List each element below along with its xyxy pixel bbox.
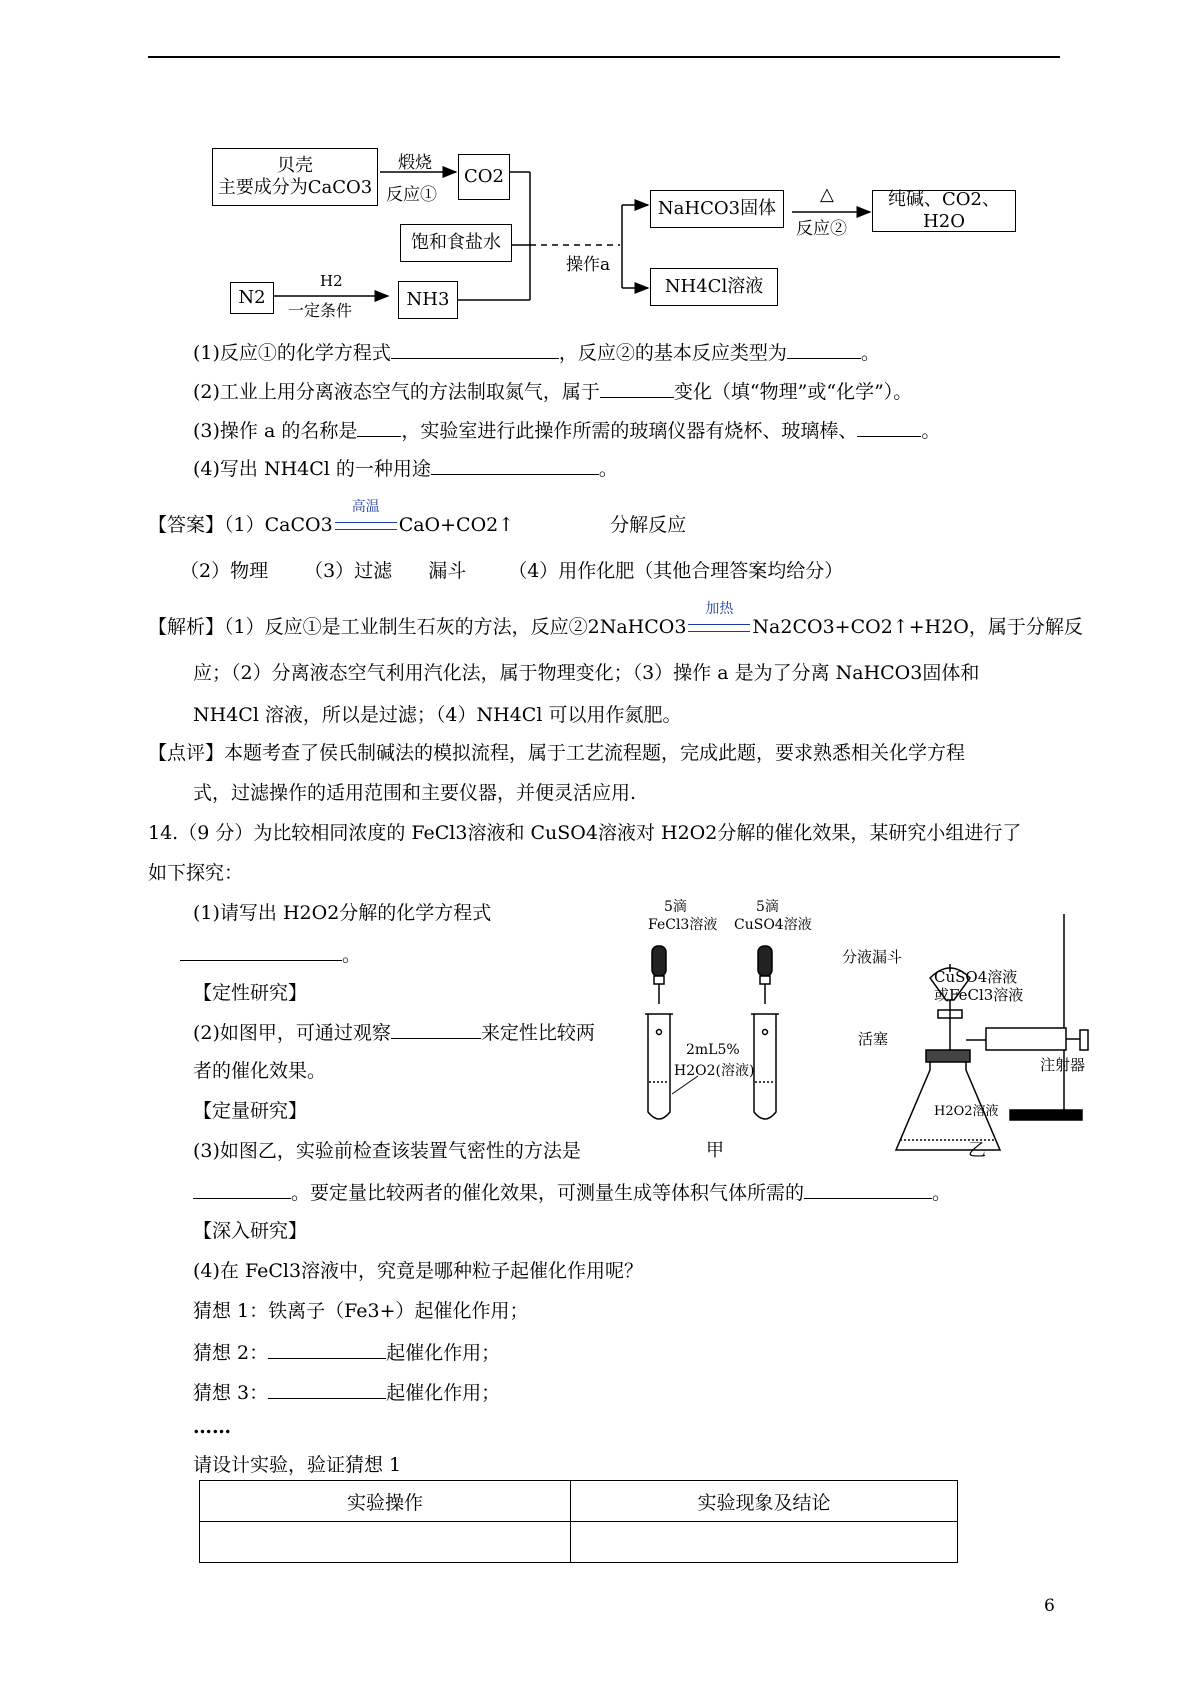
analysis-line1: 【解析】（1）反应①是工业制生石灰的方法，反应②2NaHCO3 加热 Na2CO3+CO2↑+H2O，属于分解反 bbox=[148, 601, 1083, 638]
table-header-result: 实验现象及结论 bbox=[571, 1481, 958, 1522]
figure-label-yi: 乙 bbox=[968, 1140, 986, 1161]
design-instruction: 请设计实验，验证猜想 1 bbox=[193, 1454, 402, 1476]
section-in-depth: 【深入研究】 bbox=[193, 1220, 308, 1242]
calcine-label: 煅烧 bbox=[398, 153, 432, 173]
guess-2: 猜想 2： 起催化作用； bbox=[193, 1338, 500, 1366]
answer-label: 【答案】 bbox=[148, 514, 225, 536]
syringe-drawing bbox=[966, 1028, 1088, 1050]
shell-line1: 贝壳 bbox=[277, 155, 313, 176]
table-cell-result[interactable] bbox=[571, 1522, 958, 1563]
page-number: 6 bbox=[1044, 1596, 1055, 1616]
q14-part1: (1)请写出 H2O2分解的化学方程式 bbox=[193, 902, 492, 924]
nh3-box: NH3 bbox=[398, 281, 458, 319]
q14-part3: (3)如图乙，实验前检查该装置气密性的方法是 bbox=[193, 1140, 581, 1162]
q14-heading-line2: 如下探究： bbox=[148, 862, 244, 884]
test-tube-left bbox=[645, 1014, 673, 1119]
drop-right-count: 5滴 bbox=[756, 899, 779, 915]
table-row bbox=[200, 1522, 958, 1563]
q13-part3: (3)操作 a 的名称是 ，实验室进行此操作所需的玻璃仪器有烧杯、玻璃棒、 。 bbox=[193, 416, 940, 444]
q14-part2-cont: 者的催化效果。 bbox=[193, 1060, 327, 1082]
nh4cl-box: NH4Cl溶液 bbox=[650, 268, 778, 306]
brine-box: 饱和食盐水 bbox=[400, 224, 512, 262]
triangle-label: △ bbox=[820, 184, 834, 205]
table-header-row bbox=[200, 1481, 958, 1522]
stand bbox=[1010, 914, 1082, 1120]
products-box: 纯碱、CO2、H2O bbox=[872, 190, 1016, 232]
analysis-line3: NH4Cl 溶液，所以是过滤；（4）NH4Cl 可以用作氮肥。 bbox=[193, 704, 682, 726]
q13-part2: (2)工业上用分离液态空气的方法制取氮气，属于 变化（填“物理”或“化学”）。 bbox=[193, 377, 912, 405]
reaction-condition-heat: 加热 bbox=[688, 614, 750, 640]
section-qualitative: 【定性研究】 bbox=[193, 982, 308, 1004]
condition-label: 一定条件 bbox=[288, 301, 353, 320]
analysis-line2: 应；（2）分离液态空气利用汽化法，属于物理变化；（3）操作 a 是为了分离 NaHCO3固体和 bbox=[193, 662, 980, 684]
figure-label-jia: 甲 bbox=[706, 1140, 724, 1161]
h2o2-amount: 2mL5% bbox=[686, 1042, 740, 1058]
operation-a-label: 操作a bbox=[566, 255, 611, 275]
test-tube-right bbox=[751, 1014, 779, 1119]
experiment-table bbox=[199, 1480, 958, 1563]
valve-label: 活塞 bbox=[858, 1030, 889, 1048]
ellipsis: …… bbox=[193, 1416, 231, 1438]
answer-line1: 【答案】（1）CaCO3 高温 CaO+CO2↑ 分解反应 bbox=[148, 499, 687, 536]
q13-part4: (4)写出 NH4Cl 的一种用途 。 bbox=[193, 454, 618, 482]
reaction1-label: 反应① bbox=[386, 185, 437, 205]
reaction2-label: 反应② bbox=[796, 219, 847, 239]
q14-part1-blank: 。 bbox=[180, 940, 361, 968]
n2-box: N2 bbox=[230, 282, 274, 314]
drop-left-solution: FeCl3溶液 bbox=[648, 917, 718, 933]
q14-heading-line1: 14.（9 分）为比较相同浓度的 FeCl3溶液和 CuSO4溶液对 H2O2分解的催化效果，某研究小组进行了 bbox=[148, 822, 1022, 844]
h2o2-solution: H2O2(溶液) bbox=[674, 1063, 755, 1079]
analysis-label: 【解析】 bbox=[148, 616, 225, 638]
q14-part2: (2)如图甲，可通过观察 来定性比较两 bbox=[193, 1018, 595, 1046]
shell-line2: 主要成分为CaCO3 bbox=[217, 177, 373, 198]
h2-label: H2 bbox=[320, 272, 343, 290]
nahco3-box: NaHCO3固体 bbox=[650, 190, 784, 228]
comment-line2: 式，过滤操作的适用范围和主要仪器，并便灵活应用. bbox=[193, 782, 637, 804]
q14-part3-cont: 。要定量比较两者的催化效果，可测量生成等体积气体所需的 。 bbox=[193, 1178, 951, 1206]
comment-label: 【点评】 bbox=[148, 742, 225, 764]
comment-line1: 【点评】本题考查了侯氏制碱法的模拟流程，属于工艺流程题，完成此题，要求熟悉相关化学方程 bbox=[148, 742, 966, 764]
drop-left-count: 5滴 bbox=[664, 899, 687, 915]
dropper-right bbox=[758, 946, 772, 1004]
guess-3: 猜想 3： 起催化作用； bbox=[193, 1378, 500, 1406]
q13-part1: (1)反应①的化学方程式 ，反应②的基本反应类型为 。 bbox=[193, 338, 880, 366]
table-cell-operation[interactable] bbox=[200, 1522, 571, 1563]
q14-part4: (4)在 FeCl3溶液中，究竟是哪种粒子起催化作用呢？ bbox=[193, 1260, 644, 1282]
table-header-operation: 实验操作 bbox=[200, 1481, 571, 1522]
syringe-label: 注射器 bbox=[1040, 1056, 1086, 1074]
section-quantitative: 【定量研究】 bbox=[193, 1100, 308, 1122]
solution-label-a: CuSO4溶液 bbox=[934, 968, 1018, 986]
answer-line2: （2）物理 （3）过滤 漏斗 （4）用作化肥（其他合理答案均给分） bbox=[180, 560, 844, 582]
drop-right-solution: CuSO4溶液 bbox=[734, 917, 812, 933]
reaction-condition-high-temp: 高温 bbox=[335, 512, 397, 538]
co2-box: CO2 bbox=[458, 154, 510, 200]
flask-solution-label: H2O2溶液 bbox=[934, 1104, 999, 1119]
guess-1: 猜想 1：铁离子（Fe3+）起催化作用； bbox=[193, 1300, 529, 1322]
solution-label-b: 或FeCl3溶液 bbox=[934, 986, 1024, 1004]
funnel-label: 分液漏斗 bbox=[842, 948, 903, 966]
dropper-left bbox=[652, 946, 666, 1004]
